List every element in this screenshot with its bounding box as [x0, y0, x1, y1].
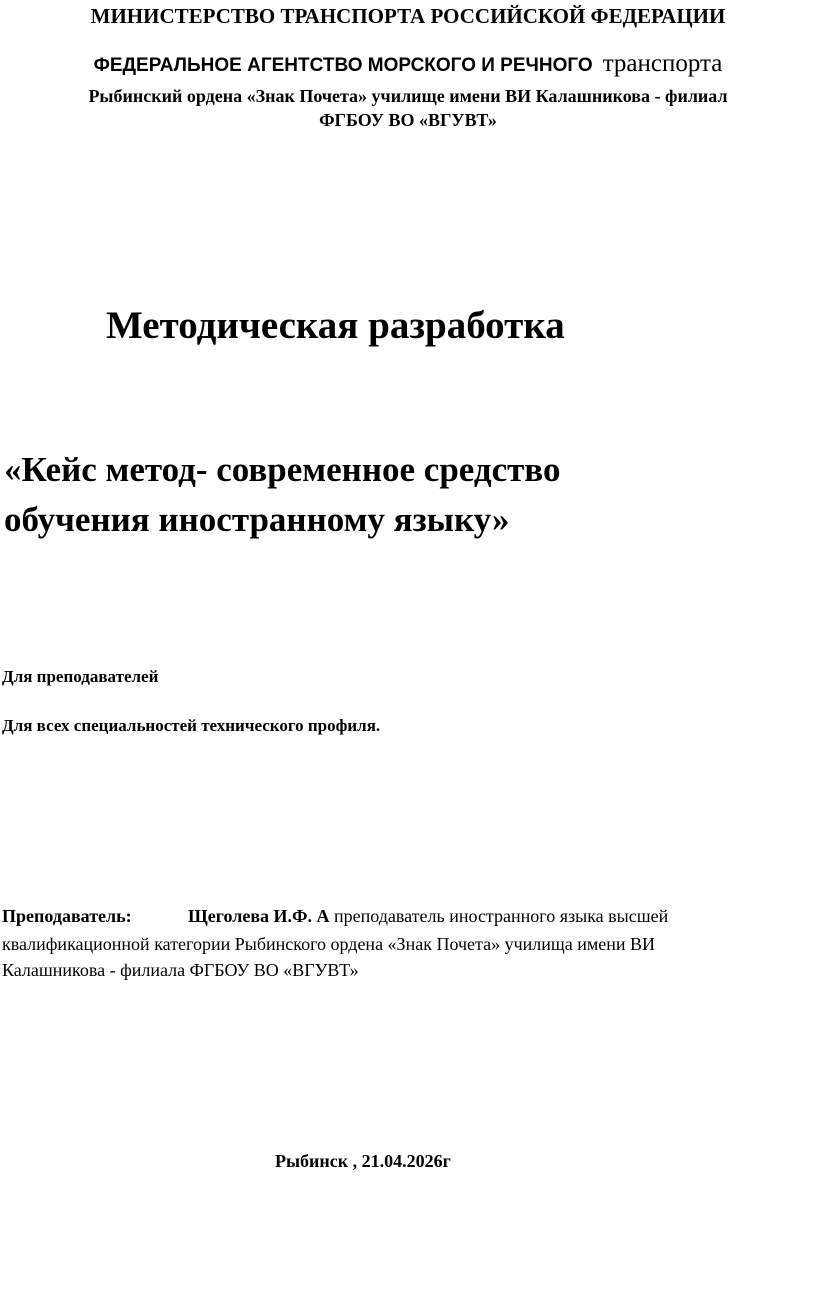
- city-date: Рыбинск , 21.04.2026г: [275, 1151, 451, 1171]
- author-line1: [2, 906, 668, 927]
- audience-specialties: Для всех специальностей технического профиля.: [2, 716, 381, 735]
- agency-heading-tail: транспорта: [602, 50, 723, 77]
- author-label: Преподаватель:: [2, 906, 132, 926]
- ministry-heading: МИНИСТЕРСТВО ТРАНСПОРТА РОССИЙСКОЙ ФЕДЕРАЦИИ: [90, 4, 726, 28]
- audience-teachers: Для преподавателей: [2, 667, 159, 686]
- agency-heading: [0, 50, 816, 78]
- agency-heading-main: ФЕДЕРАЛЬНОЕ АГЕНТСТВО МОРСКОГО И РЕЧНОГО: [93, 55, 593, 76]
- document-title-line2: обучения иностранному языку»: [4, 500, 510, 539]
- document-title-line1: «Кейс метод- современное средство: [4, 450, 561, 489]
- author-name: Щеголева И.Ф. А: [188, 906, 330, 926]
- author-description-part1: преподаватель иностранного языка высшей: [329, 906, 669, 926]
- author-description-line2: квалификационной категории Рыбинского ордена «Знак Почета» училища имени ВИ: [2, 934, 656, 954]
- author-description-line3: Калашникова - филиала ФГБОУ ВО «ВГУВТ»: [2, 960, 359, 980]
- document-type: Методическая разработка: [106, 304, 565, 347]
- school-name-line2: ФГБОУ ВО «ВГУВТ»: [319, 110, 497, 130]
- school-name-line1: Рыбинский ордена «Знак Почета» училище имени ВИ Калашникова - филиал: [88, 86, 728, 106]
